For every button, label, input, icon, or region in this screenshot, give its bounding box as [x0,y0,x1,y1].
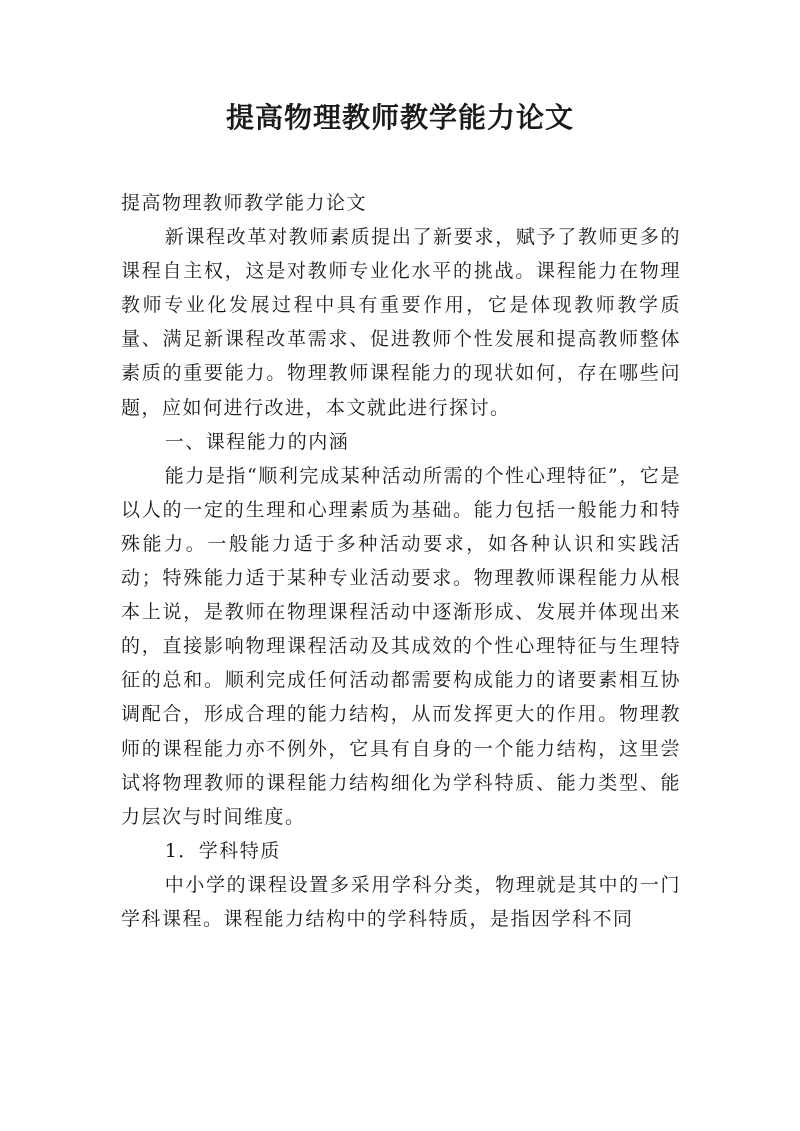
definition-paragraph: 能力是指“顺利完成某种活动所需的个性心理特征”，它是以人的一定的生理和心理素质为基础。能力包括一般能力和特殊能力。一般能力适于多种活动要求，如各种认识和实践活动；特殊能力适于某种专业活动要求。物理教师课程能力从根本上说，是教师在物理课程活动中逐渐形成、发展并体现出来的，直接影响物理课程活动及其成效的个性心理特征与生理特征的总和。顺利完成任何活动都需要构成能力的诸要素相互协调配合，形成合理的能力结构，从而发挥更大的作用。物理教师的课程能力亦不例外，它具有自身的一个能力结构，这里尝试将物理教师的课程能力结构细化为学科特质、能力类型、能力层次与时间维度。 [121,464,681,828]
intro-paragraph: 新课程改革对教师素质提出了新要求，赋予了教师更多的课程自主权，这是对教师专业化水平的挑战。课程能力在物理教师专业化发展过程中具有重要作用，它是体现教师教学质量、满足新课程改革需求、促进教师个性发展和提高教师整体素质的重要能力。物理教师课程能力的现状如何，存在哪些问题，应如何进行改进，本文就此进行探讨。 [121,226,681,419]
doc-subtitle-line: 提高物理教师教学能力论文 [121,192,368,214]
document-body [121,186,681,936]
section-heading-1: 一、课程能力的内涵 [164,430,350,453]
document-title: 提高物理教师教学能力论文 [225,101,574,134]
subsection-heading-1: 1．学科特质 [164,839,281,862]
subject-paragraph: 中小学的课程设置多采用学科分类，物理就是其中的一门学科课程。课程能力结构中的学科特质，是指因学科不同 [121,873,681,930]
